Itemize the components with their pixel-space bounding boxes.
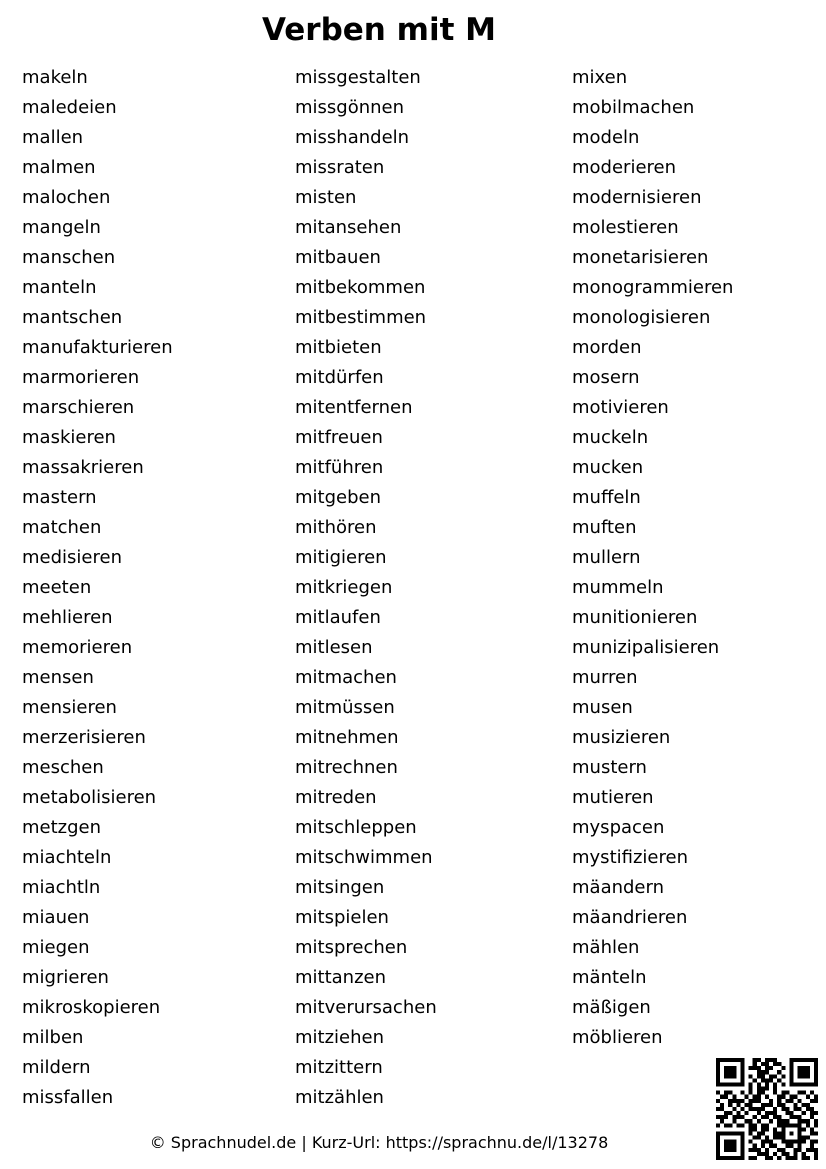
word-item: mummeln bbox=[572, 577, 664, 598]
word-item: monogrammieren bbox=[572, 277, 734, 298]
word-item: mitschleppen bbox=[295, 817, 417, 838]
word-item: mählen bbox=[572, 937, 640, 958]
word-item: mitentfernen bbox=[295, 397, 413, 418]
word-item: mitbekommen bbox=[295, 277, 426, 298]
word-item: muften bbox=[572, 517, 637, 538]
word-item: mäßigen bbox=[572, 997, 651, 1018]
word-item: manteln bbox=[22, 277, 97, 298]
word-item: mitmüssen bbox=[295, 697, 395, 718]
word-item: mitrechnen bbox=[295, 757, 398, 778]
word-item: milben bbox=[22, 1027, 84, 1048]
word-item: missgönnen bbox=[295, 97, 405, 118]
word-item: memorieren bbox=[22, 637, 133, 658]
word-item: mänteln bbox=[572, 967, 647, 988]
word-item: mitzählen bbox=[295, 1087, 384, 1108]
word-item: makeln bbox=[22, 67, 88, 88]
word-item: munitionieren bbox=[572, 607, 698, 628]
word-item: mitbieten bbox=[295, 337, 382, 358]
word-item: miauen bbox=[22, 907, 90, 928]
word-item: muckeln bbox=[572, 427, 649, 448]
word-item: mitansehen bbox=[295, 217, 402, 238]
word-item: murren bbox=[572, 667, 638, 688]
word-item: monetarisieren bbox=[572, 247, 709, 268]
word-item: monologisieren bbox=[572, 307, 711, 328]
word-item: molestieren bbox=[572, 217, 679, 238]
word-item: mehlieren bbox=[22, 607, 113, 628]
word-item: mitziehen bbox=[295, 1027, 385, 1048]
word-item: mystifizieren bbox=[572, 847, 688, 868]
word-item: mitspielen bbox=[295, 907, 389, 928]
word-item: mitverursachen bbox=[295, 997, 437, 1018]
word-item: myspacen bbox=[572, 817, 665, 838]
word-item: mobilmachen bbox=[572, 97, 695, 118]
word-column-1 bbox=[22, 63, 173, 1113]
word-item: miachtln bbox=[22, 877, 101, 898]
word-item: mitsingen bbox=[295, 877, 385, 898]
word-item: modeln bbox=[572, 127, 640, 148]
word-item: migrieren bbox=[22, 967, 109, 988]
word-item: morden bbox=[572, 337, 642, 358]
word-item: medisieren bbox=[22, 547, 122, 568]
word-item: mensen bbox=[22, 667, 94, 688]
word-item: misten bbox=[295, 187, 357, 208]
word-item: manufakturieren bbox=[22, 337, 173, 358]
word-item: mitsprechen bbox=[295, 937, 408, 958]
word-item: missgestalten bbox=[295, 67, 421, 88]
word-item: mäandern bbox=[572, 877, 664, 898]
word-item: musen bbox=[572, 697, 633, 718]
word-item: metzgen bbox=[22, 817, 102, 838]
footer-text: © Sprachnudel.de | Kurz-Url: https://sprachnu.de/l/13278 bbox=[149, 1133, 609, 1152]
word-item: mitzittern bbox=[295, 1057, 383, 1078]
word-item: maskieren bbox=[22, 427, 116, 448]
word-item: mitgeben bbox=[295, 487, 382, 508]
word-item: motivieren bbox=[572, 397, 669, 418]
word-column-3 bbox=[572, 63, 733, 1053]
word-item: manschen bbox=[22, 247, 116, 268]
word-item: merzerisieren bbox=[22, 727, 146, 748]
word-item: mastern bbox=[22, 487, 97, 508]
word-item: munizipalisieren bbox=[572, 637, 720, 658]
word-item: massakrieren bbox=[22, 457, 144, 478]
word-item: mildern bbox=[22, 1057, 91, 1078]
word-item: malochen bbox=[22, 187, 111, 208]
word-item: mitdürfen bbox=[295, 367, 384, 388]
word-item: mensieren bbox=[22, 697, 117, 718]
word-item: marschieren bbox=[22, 397, 135, 418]
word-item: miegen bbox=[22, 937, 90, 958]
word-item: mutieren bbox=[572, 787, 654, 808]
word-item: mithören bbox=[295, 517, 377, 538]
word-item: mitschwimmen bbox=[295, 847, 433, 868]
word-item: mosern bbox=[572, 367, 640, 388]
word-item: möblieren bbox=[572, 1027, 663, 1048]
word-item: mitbauen bbox=[295, 247, 381, 268]
word-item: mikroskopieren bbox=[22, 997, 161, 1018]
word-item: missraten bbox=[295, 157, 385, 178]
word-item: modernisieren bbox=[572, 187, 702, 208]
word-item: mantschen bbox=[22, 307, 123, 328]
word-item: moderieren bbox=[572, 157, 677, 178]
word-item: meschen bbox=[22, 757, 104, 778]
word-item: mäandrieren bbox=[572, 907, 688, 928]
word-item: mittanzen bbox=[295, 967, 387, 988]
word-item: mustern bbox=[572, 757, 647, 778]
word-item: mitreden bbox=[295, 787, 377, 808]
word-item: mitführen bbox=[295, 457, 384, 478]
word-item: misshandeln bbox=[295, 127, 410, 148]
word-item: mallen bbox=[22, 127, 84, 148]
word-column-2 bbox=[295, 63, 437, 1113]
word-item: mitkriegen bbox=[295, 577, 393, 598]
word-item: miachteln bbox=[22, 847, 112, 868]
word-item: malmen bbox=[22, 157, 96, 178]
word-item: muffeln bbox=[572, 487, 641, 508]
word-item: mullern bbox=[572, 547, 641, 568]
page-title: Verben mit M bbox=[261, 12, 497, 48]
word-item: mitnehmen bbox=[295, 727, 399, 748]
word-item: mitlaufen bbox=[295, 607, 381, 628]
word-item: mangeln bbox=[22, 217, 101, 238]
word-item: matchen bbox=[22, 517, 102, 538]
word-item: mixen bbox=[572, 67, 628, 88]
word-item: musizieren bbox=[572, 727, 671, 748]
word-item: metabolisieren bbox=[22, 787, 157, 808]
word-item: mucken bbox=[572, 457, 644, 478]
word-item: mitfreuen bbox=[295, 427, 383, 448]
word-item: marmorieren bbox=[22, 367, 140, 388]
word-item: maledeien bbox=[22, 97, 117, 118]
word-item: mitmachen bbox=[295, 667, 397, 688]
word-item: mitlesen bbox=[295, 637, 373, 658]
word-item: missfallen bbox=[22, 1087, 114, 1108]
word-item: mitbestimmen bbox=[295, 307, 427, 328]
word-item: mitigieren bbox=[295, 547, 387, 568]
word-item: meeten bbox=[22, 577, 92, 598]
